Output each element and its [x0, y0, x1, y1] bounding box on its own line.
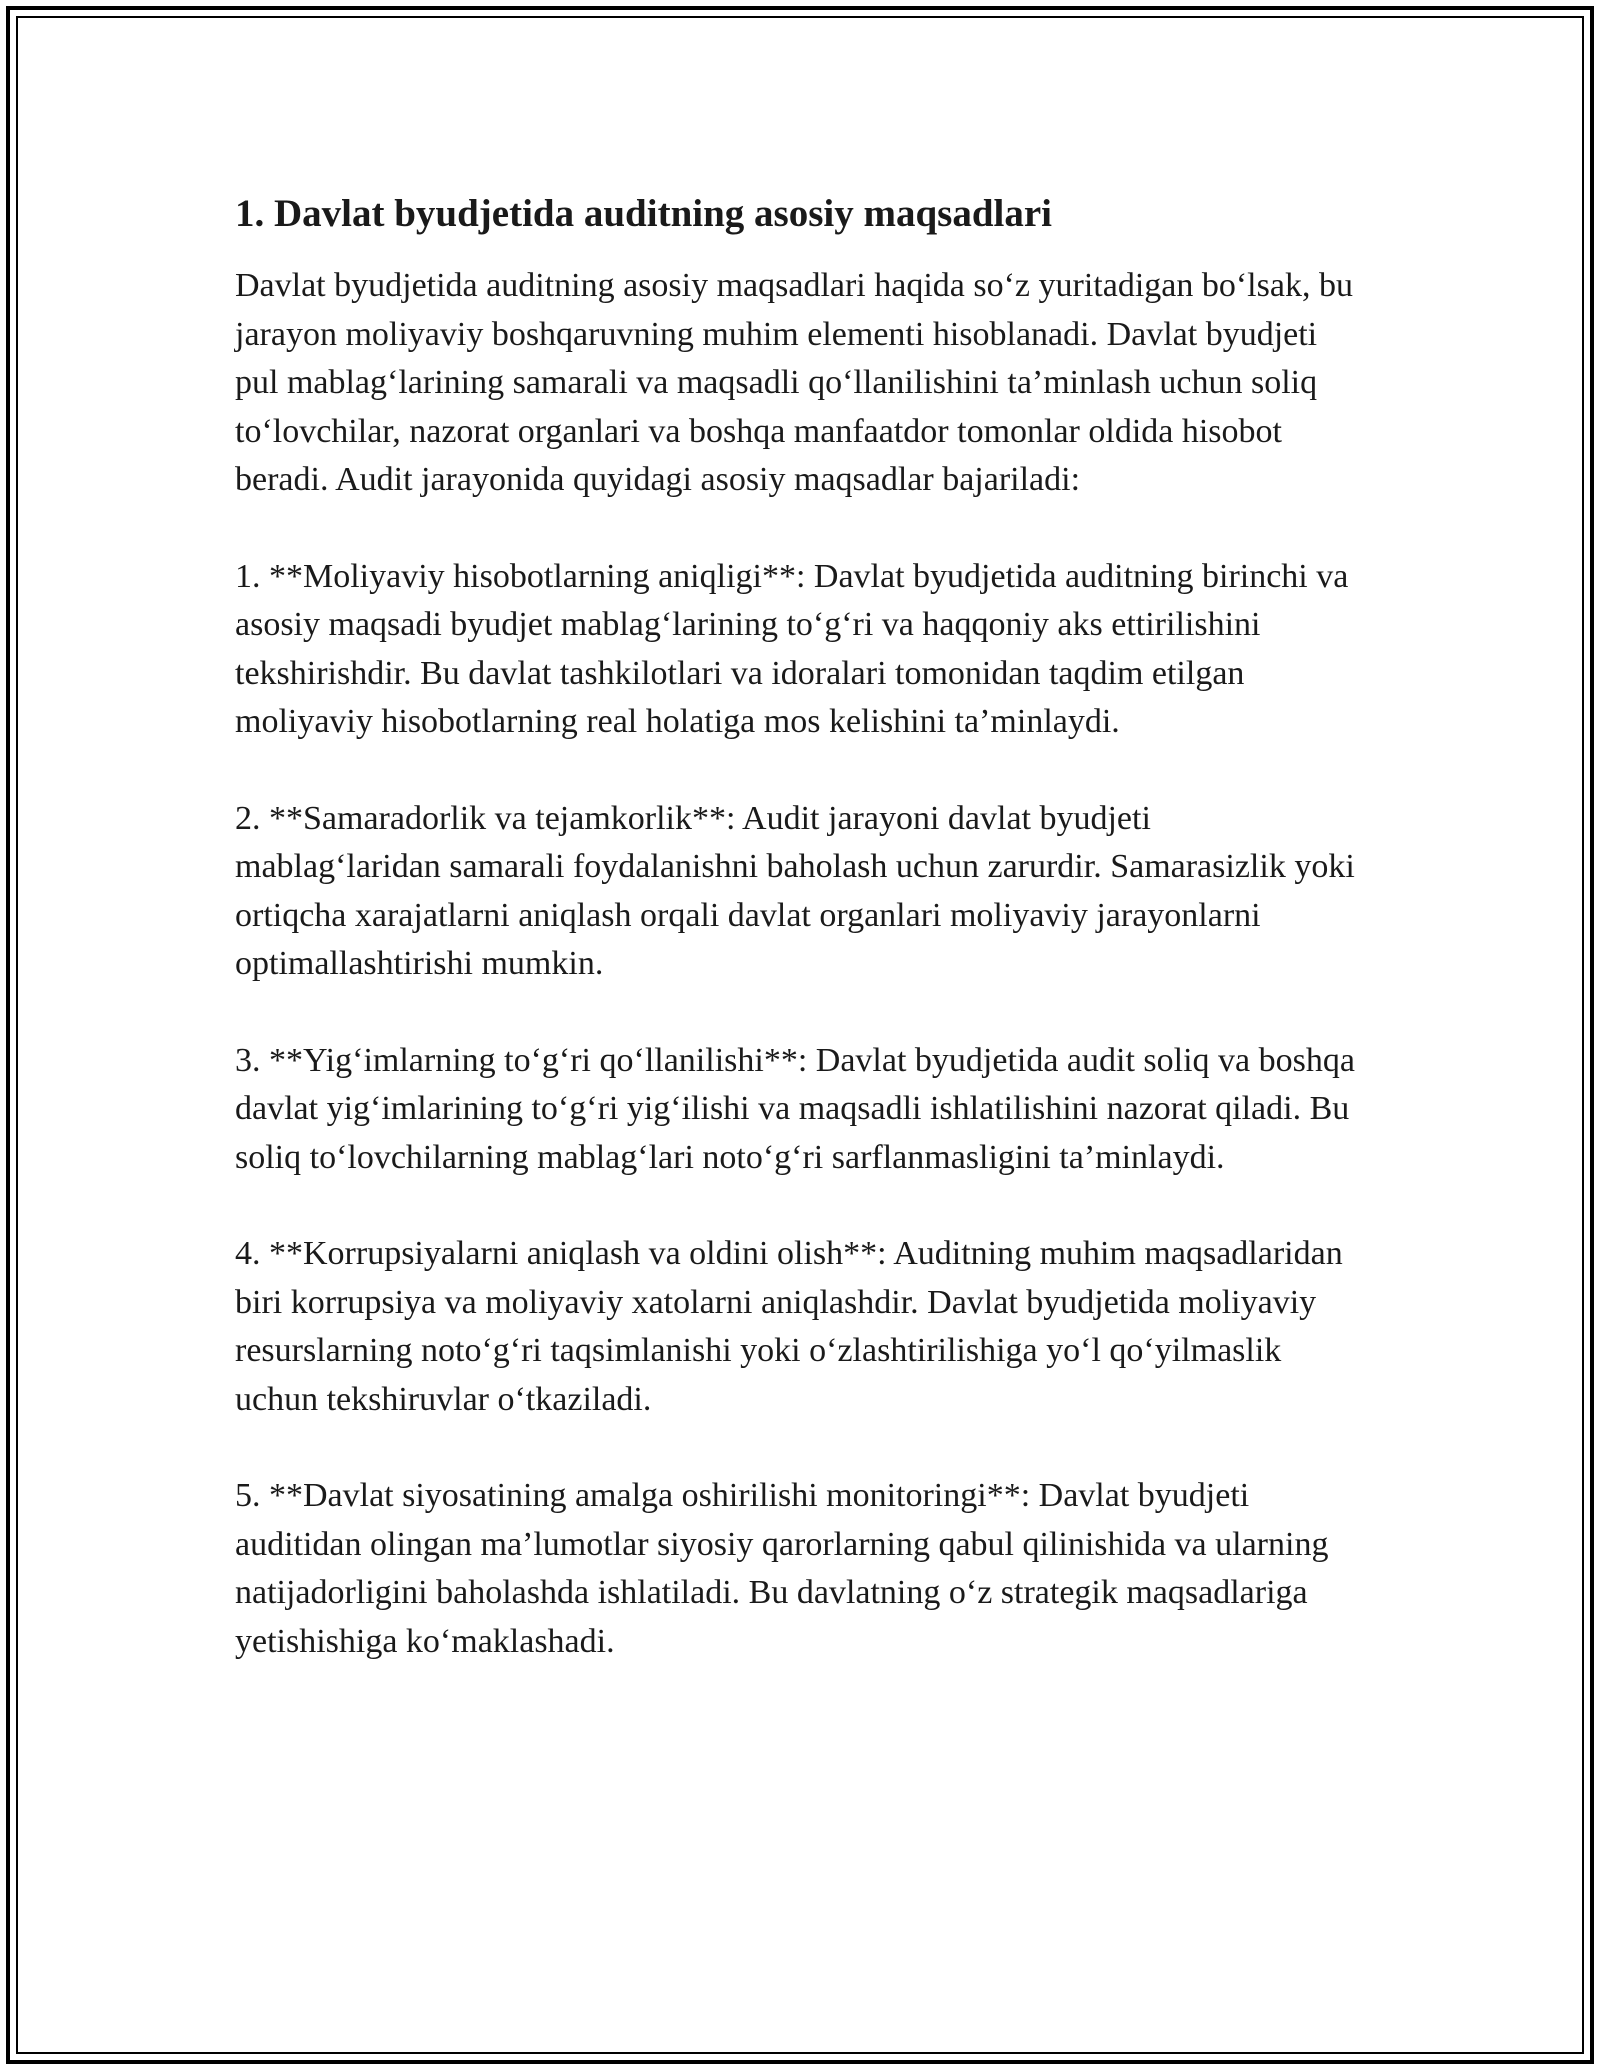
goal-paragraph-3: 3. **Yig‘imlarning to‘g‘ri qo‘llanilishi**: Davlat byudjetida audit soliq va boshqa davlat yig‘imlarining to‘g‘ri yig‘ilishi va maqsadli ishlatilishini nazorat qiladi. Bu soliq to‘lovchilarning mablag‘lari noto‘g‘ri sarflanmasligini ta’minlaydi.	[235, 1041, 1355, 1176]
goal-paragraph-5: 5. **Davlat siyosatining amalga oshirilishi monitoringi**: Davlat byudjeti auditidan olingan ma’lumotlar siyosiy qarorlarning qabul qilinishida va ularning natijadorligini baholashda ishlatiladi. Bu davlatning o‘z strategik maqsadlariga yetishishiga ko‘maklashadi.	[235, 1477, 1329, 1660]
intro-paragraph: Davlat byudjetida auditning asosiy maqsadlari haqida so‘z yuritadigan bo‘lsak, bu jarayon moliyaviy boshqaruvning muhim elementi hisoblanadi. Davlat byudjeti pul mablag‘larining samarali va maqsadli qo‘llanilishini ta’minlash uchun soliq to‘lovchilar, nazorat organlari va boshqa manfaatdor tomonlar oldida hisobot beradi. Audit jarayonida quyidagi asosiy maqsadlar bajariladi:	[235, 267, 1353, 498]
goal-paragraph-1: 1. **Moliyaviy hisobotlarning aniqligi**: Davlat byudjetida auditning birinchi va asosiy maqsadi byudjet mablag‘larining to‘g‘ri va haqqoniy aks ettirilishini tekshirishdir. Bu davlat tashkilotlari va idoralari tomonidan taqdim etilgan moliyaviy hisobotlarning real holatiga mos kelishini ta’minlaydi.	[235, 557, 1349, 740]
document-body	[235, 188, 1365, 1714]
goal-paragraph-2: 2. **Samaradorlik va tejamkorlik**: Audit jarayoni davlat byudjeti mablag‘laridan samarali foydalanishni baholash uchun zarurdir. Samarasizlik yoki ortiqcha xarajatlarni aniqlash orqali davlat organlari moliyaviy jarayonlarni optimallashtirishi mumkin.	[235, 799, 1355, 982]
document-title: 1. Davlat byudjetida auditning asosiy maqsadlari	[235, 192, 1053, 235]
goal-paragraph-4: 4. **Korrupsiyalarni aniqlash va oldini olish**: Auditning muhim maqsadlaridan biri korrupsiya va moliyaviy xatolarni aniqlashdir. Davlat byudjetida moliyaviy resurslarning noto‘g‘ri taqsimlanishi yoki o‘zlashtirilishiga yo‘l qo‘yilmaslik uchun tekshiruvlar o‘tkaziladi.	[235, 1235, 1343, 1418]
